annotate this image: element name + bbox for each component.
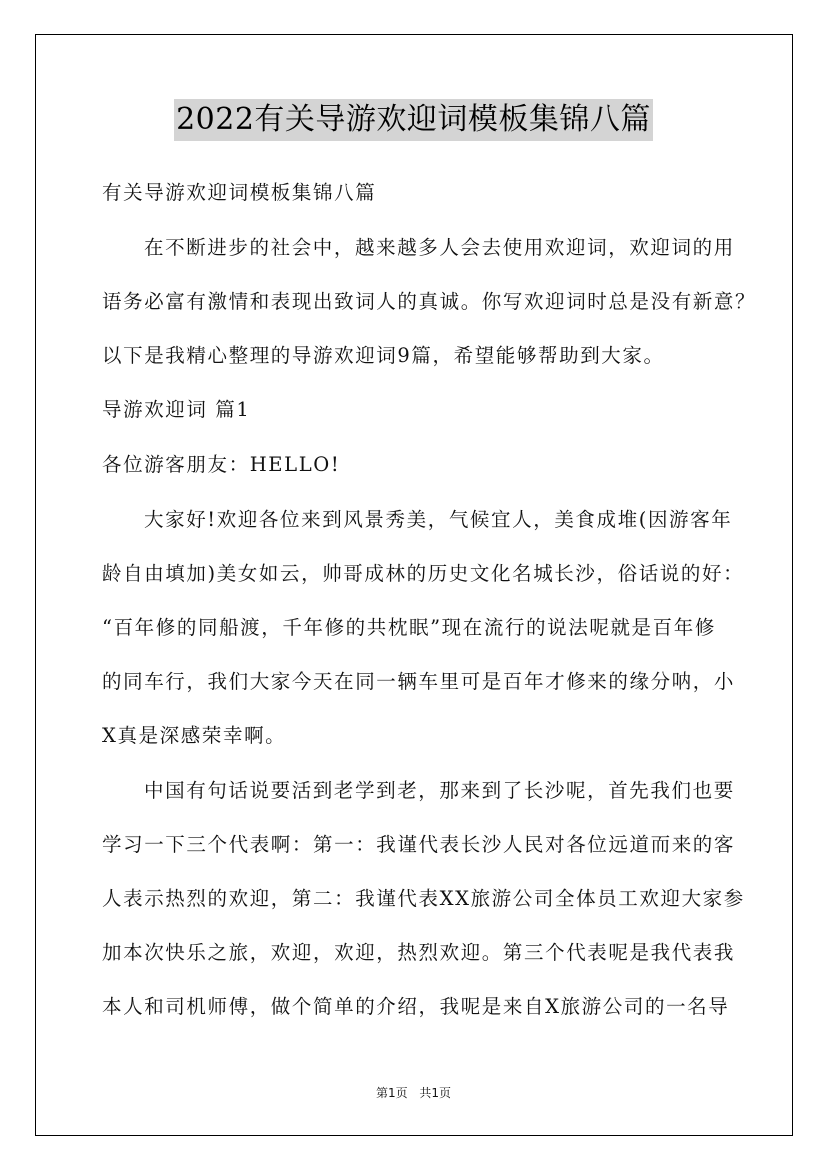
subtitle-line: 有关导游欢迎词模板集锦八篇: [102, 181, 377, 204]
paragraph-line: X真是深感荣幸啊。: [102, 724, 287, 747]
paragraph-line: 人表示热烈的欢迎，第二：我谨代表XX旅游公司全体员工欢迎大家参: [102, 887, 745, 910]
paragraph-line: 本人和司机师傅，做个简单的介绍，我呢是来自X旅游公司的一名导: [102, 995, 730, 1018]
document-title: 2022有关导游欢迎词模板集锦八篇: [174, 99, 653, 141]
paragraph-line: 语务必富有激情和表现出致词人的真诚。你写欢迎词时总是没有新意？: [102, 290, 757, 313]
paragraph-line: 龄自由填加)美女如云，帅哥成林的历史文化名城长沙，俗话说的好：: [102, 562, 745, 585]
title-container: [0, 99, 827, 141]
paragraph-line: 加本次快乐之旅，欢迎，欢迎，热烈欢迎。第三个代表呢是我代表我: [102, 941, 736, 964]
paragraph-line: 在不断进步的社会中，越来越多人会去使用欢迎词，欢迎词的用: [144, 236, 735, 259]
paragraph-line: 学习一下三个代表啊：第一：我谨代表长沙人民对各位远道而来的客: [102, 833, 736, 856]
paragraph-line: 以下是我精心整理的导游欢迎词9篇，希望能够帮助到大家。: [102, 344, 665, 367]
paragraph-line: “百年修的同船渡，千年修的共枕眠”现在流行的说法呢就是百年修: [102, 616, 716, 639]
page-footer: [0, 1084, 827, 1101]
paragraph-line: 大家好!欢迎各位来到风景秀美，气候宜人，美食成堆(因游客年: [144, 508, 733, 531]
paragraph-line: 的同车行，我们大家今天在同一辆车里可是百年才修来的缘分呐，小: [102, 670, 736, 693]
footer-page-number: 第1页: [375, 1086, 408, 1100]
salutation-line: 各位游客朋友：HELLO!: [102, 453, 341, 476]
section-heading: 导游欢迎词 篇1: [102, 398, 251, 421]
paragraph-line: 中国有句话说要活到老学到老，那来到了长沙呢，首先我们也要: [144, 779, 735, 802]
footer-total-pages: 共1页: [419, 1086, 452, 1100]
